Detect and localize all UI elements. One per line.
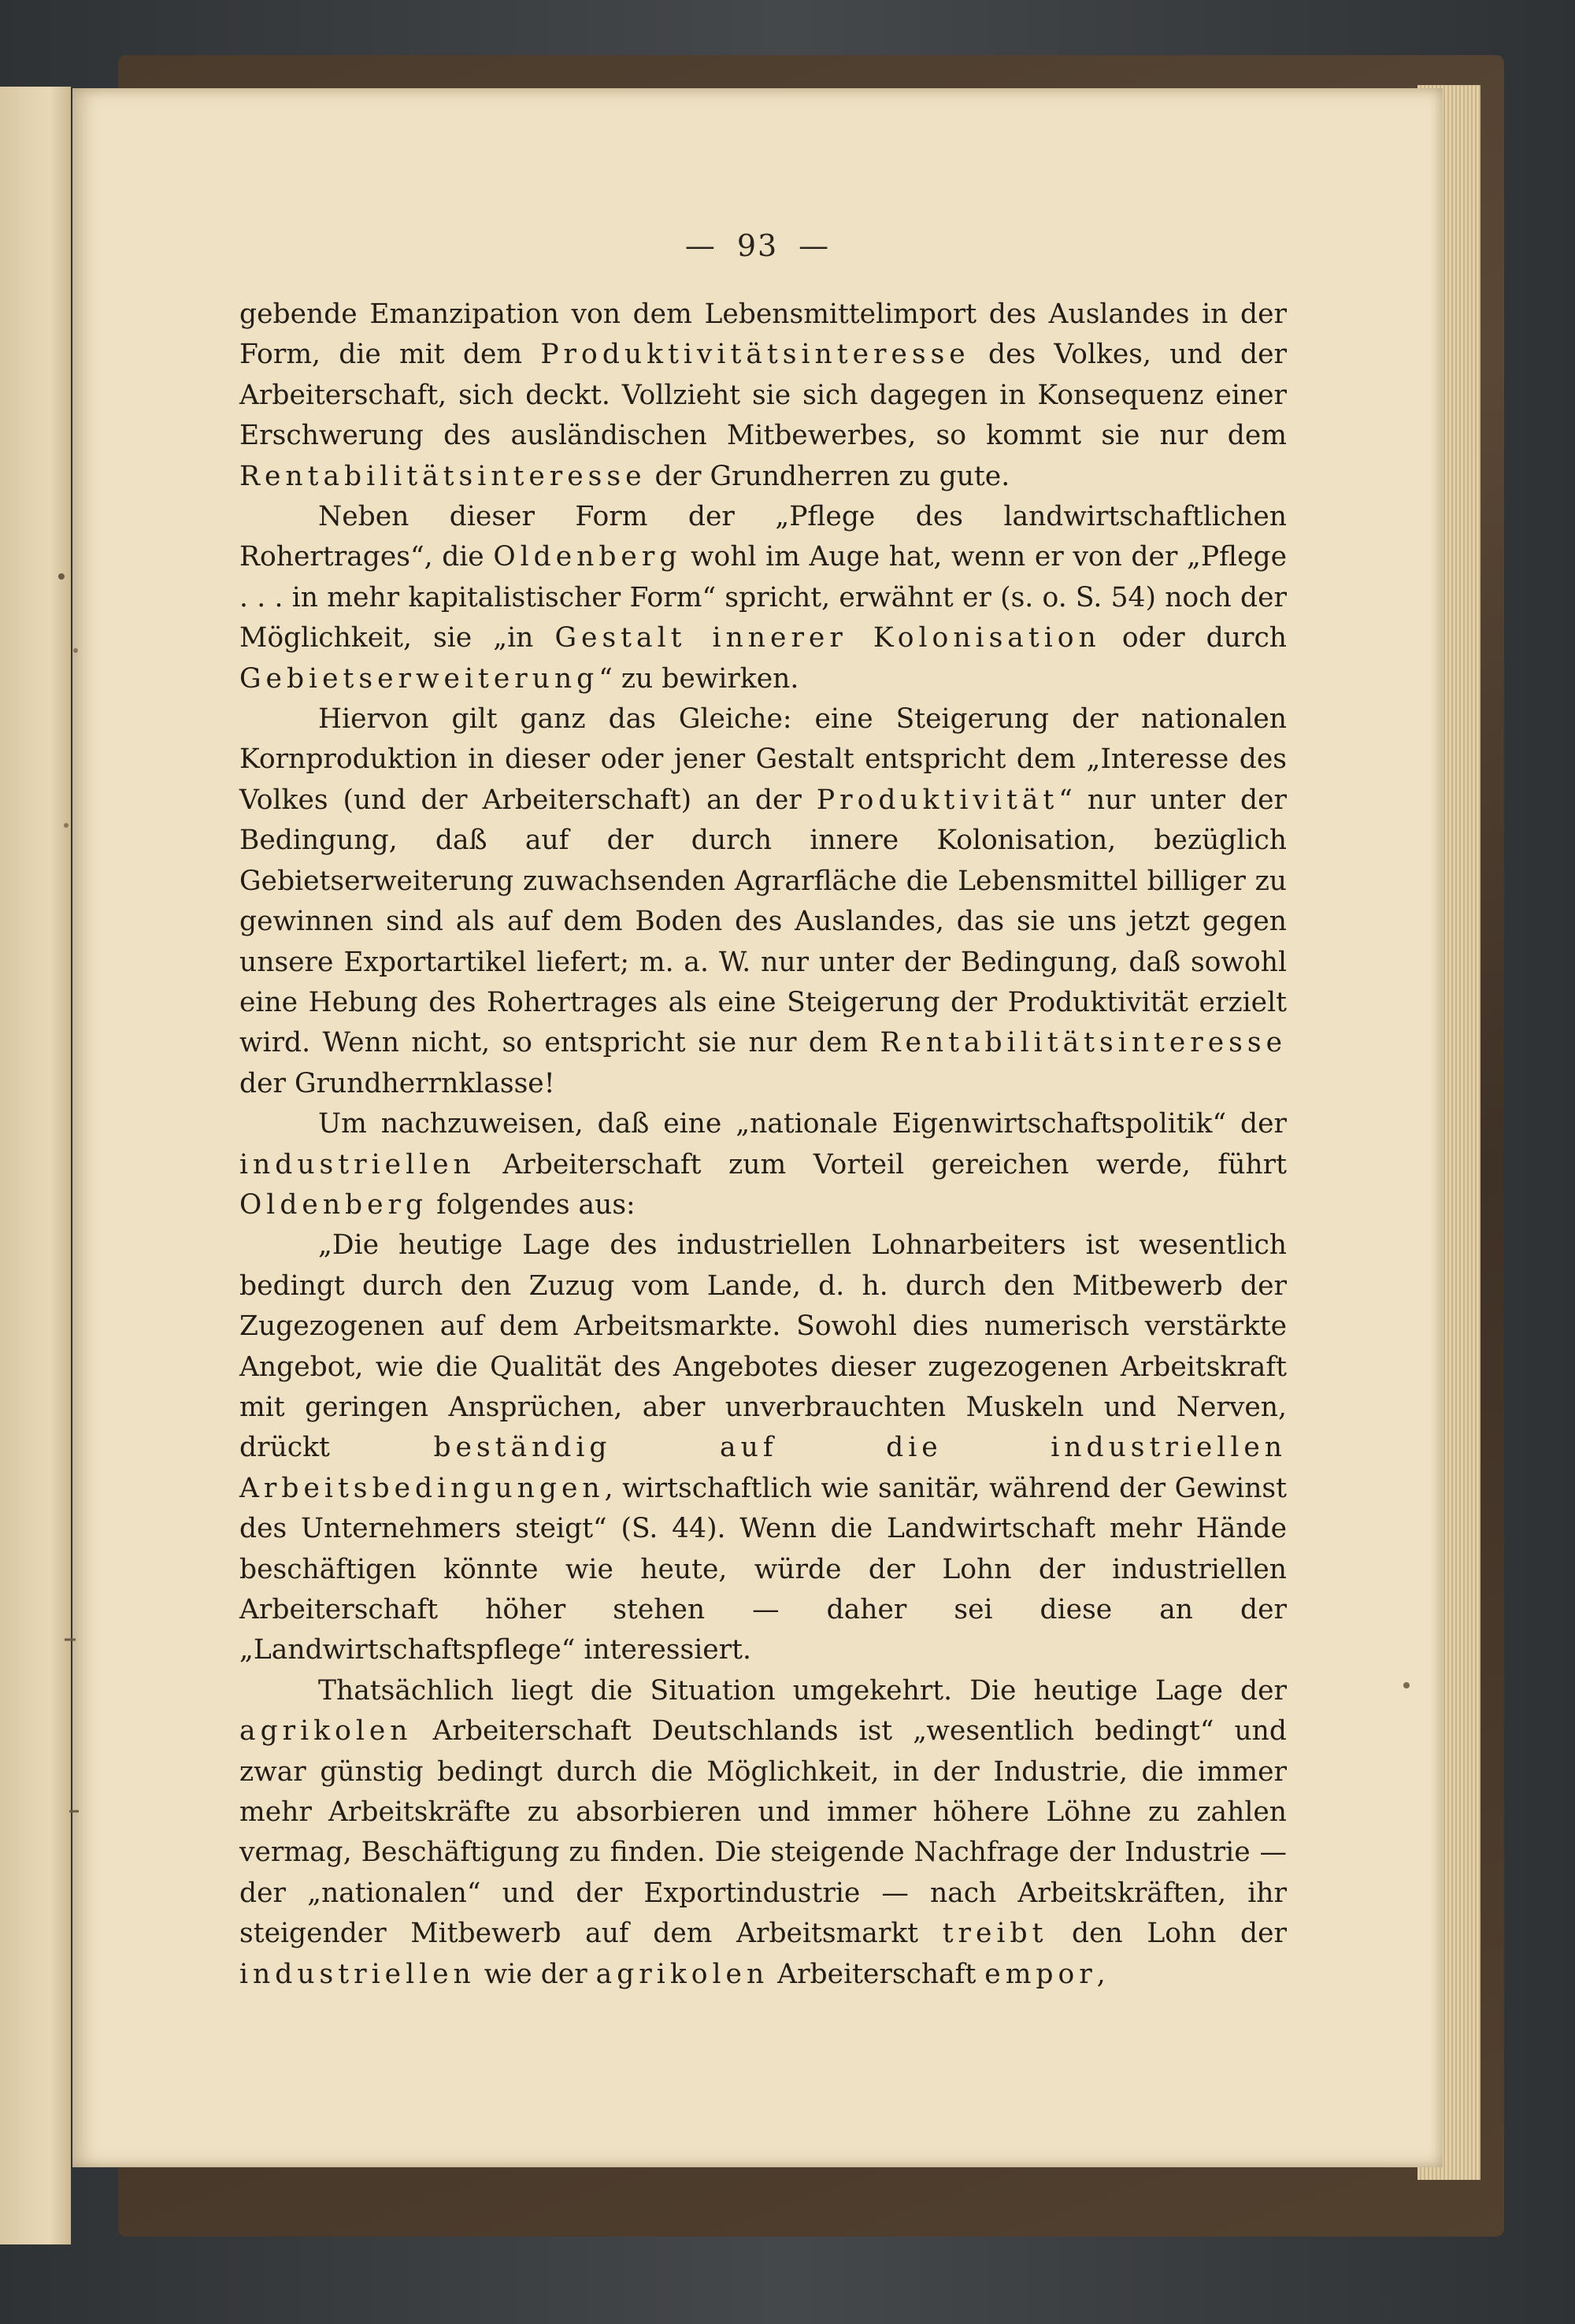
facing-page-edge	[0, 87, 71, 2244]
spaced-emphasis: Produktivitätsinteresse	[540, 339, 970, 371]
paragraph	[239, 497, 1287, 699]
spaced-emphasis: empor	[984, 1958, 1097, 1990]
text-run: des Volkes, und der Arbeiterschaft, sich deckt. Vollzieht sie sich dagegen in Konsequenz einer Erschwerung des ausländischen Mitbewerbes, so kommt sie nur dem	[239, 339, 1287, 452]
text-run: Arbeiterschaft	[769, 1958, 985, 1990]
text-run: Hiervon gilt ganz das Gleiche: eine Steigerung der nationalen Kornproduktion in dieser oder jener Gestalt entspricht dem „Interesse des Volkes (und der Arbeiterschaft) an der	[239, 703, 1287, 816]
paragraph	[239, 1104, 1287, 1225]
text-run: „Die heutige Lage des industriellen Lohnarbeiters ist wesentlich bedingt durch den Zuzug vom Lande, d. h. durch den Mitbewerb der Zugezogenen auf dem Arbeitsmarkte. Sowohl dies numerisch verstärkte Angebot, wie die Qualität des Angebotes dieser zugezogenen Arbeitskraft mit geringen Ansprüchen, aber unverbrauchten Muskeln und Nerven, drückt	[239, 1229, 1287, 1464]
text-run: wohl im Auge hat, wenn er von der „Pflege . . . in mehr kapitalistischer Form“ spricht, erwähnt er (s. o. S. 54) noch der Möglichkeit, sie „in	[239, 541, 1287, 654]
text-run: oder durch	[1100, 622, 1287, 654]
spaced-emphasis: agrikolen	[595, 1958, 769, 1990]
header-dash-right: —	[799, 228, 831, 263]
spaced-emphasis: agrikolen	[239, 1715, 413, 1748]
spaced-emphasis: beständig auf die industriellen Arbeitsbedingungen	[239, 1432, 1287, 1504]
page-header	[72, 228, 1443, 263]
text-run: folgendes aus:	[428, 1188, 636, 1221]
spaced-emphasis: Rentabilitätsinteresse	[880, 1027, 1287, 1059]
spaced-emphasis: Oldenberg	[239, 1188, 428, 1221]
text-run: “ zu bewirken.	[598, 662, 799, 695]
spaced-emphasis: industriellen	[239, 1148, 476, 1181]
text-run: Form, die mit dem	[239, 339, 541, 371]
text-run: den Lohn der	[1047, 1918, 1288, 1950]
text-run: der Grundherren zu gute.	[646, 460, 1010, 492]
text-run: , wirtschaftlich wie sanitär, während der Gewinst des Unternehmers steigt“ (S. 44). Wenn die Landwirtschaft mehr Hände beschäftigen könnte wie heute, würde der Lohn der industriellen Arbeiterschaft höher stehen — daher sei diese an der „Landwirtschaftspflege“ interessiert.	[239, 1472, 1287, 1666]
text-run: Thatsächlich liegt die Situation umgekehrt. Die heutige Lage der	[318, 1674, 1287, 1707]
text-run: Arbeiterschaft zum Vorteil gereichen werde, führt	[475, 1148, 1287, 1181]
spaced-emphasis: Produktivität	[816, 784, 1059, 816]
paragraph	[239, 295, 1287, 497]
paragraph	[239, 1671, 1287, 1995]
text-run: “ nur unter der Bedingung, daß auf der durch innere Kolonisation, bezüglich Gebietserweiterung zuwachsenden Agrarfläche die Lebensmittel billiger zu gewinnen sind als auf dem Boden des Auslandes, das sie uns jetzt gegen unsere Exportartikel liefert; m. a. W. nur unter der Bedingung, daß sowohl eine Hebung des Rohertrages als eine Steigerung der Produktivität erzielt wird. Wenn nicht, so entspricht sie nur dem	[239, 784, 1287, 1059]
spaced-emphasis: treibt	[942, 1918, 1048, 1950]
spaced-emphasis: industriellen	[239, 1958, 476, 1990]
text-run: wie der	[475, 1958, 596, 1990]
text-run: Arbeiterschaft Deutschlands ist „wesentlich bedingt“ und zwar günstig bedingt durch die Möglichkeit, in der Industrie, die immer mehr Arbeitskräfte zu absorbieren und immer höhere Löhne zu zahlen vermag, Beschäftigung zu finden. Die steigende Nachfrage der Industrie — der „nationalen“ und der Exportindustrie — nach Arbeitskräften, ihr steigender Mitbewerb auf dem Arbeitsmarkt	[239, 1715, 1287, 1950]
spaced-emphasis: Gestalt innerer Kolonisation	[554, 622, 1101, 654]
paragraph	[239, 1225, 1287, 1670]
book-page	[72, 88, 1443, 2167]
page-number: 93	[736, 228, 779, 263]
spaced-emphasis: Oldenberg	[493, 541, 682, 573]
text-run: ,	[1096, 1958, 1106, 1990]
body-text	[239, 295, 1287, 1995]
text-run: gebende Emanzipation von dem Lebensmittelimport des Auslandes in der	[239, 298, 1287, 330]
spaced-emphasis: Rentabilitätsinteresse	[239, 460, 647, 492]
paragraph	[239, 699, 1287, 1104]
text-run: der Grundherrnklasse!	[239, 1067, 555, 1099]
text-run: Neben dieser Form der „Pflege des landwirtschaftlichen Rohertrages“, die	[239, 501, 1287, 573]
header-dash-left: —	[684, 228, 717, 263]
spaced-emphasis: Gebietserweiterung	[239, 662, 599, 695]
text-run: Um nachzuweisen, daß eine „nationale Eigenwirtschaftspolitik“ der	[318, 1108, 1287, 1140]
